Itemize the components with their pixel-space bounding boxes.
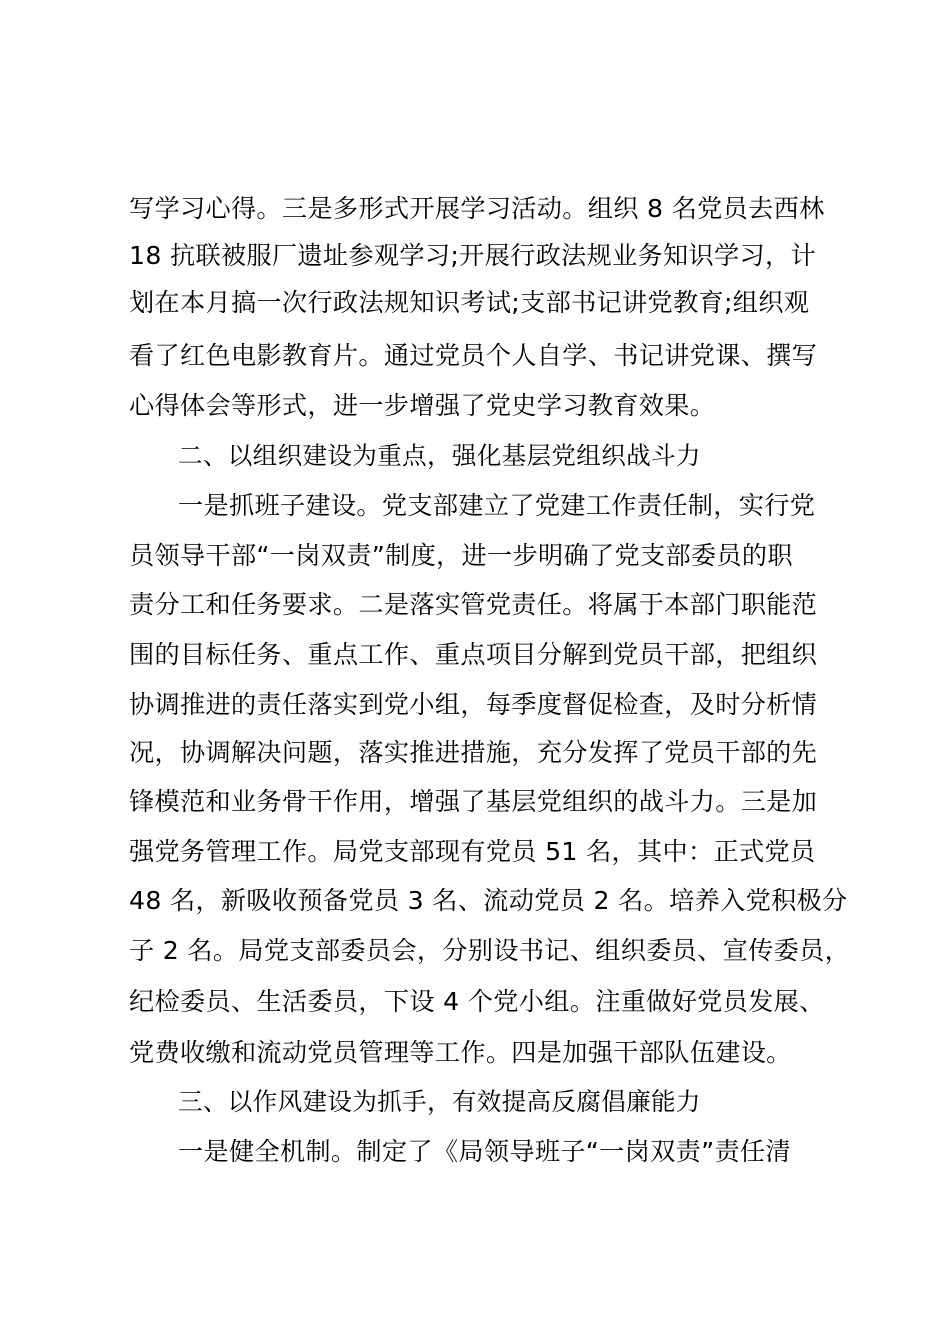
text-line: 协调推进的责任落实到党小组，每季度督促检查，及时分析情 [129, 690, 818, 719]
text-line: 一是抓班子建设。党支部建立了党建工作责任制，实行党 [178, 491, 816, 520]
text-line: 心得体会等形式，进一步增强了党史学习教育效果。 [129, 391, 716, 420]
section-heading: 三、以作风建设为抓手，有效提高反腐倡廉能力 [178, 1087, 701, 1116]
text-line: 纪检委员、生活委员，下设 4 个党小组。注重做好党员发展、 [129, 987, 825, 1016]
text-line: 锋模范和业务骨干作用，增强了基层党组织的战斗力。三是加 [129, 787, 818, 816]
text-line: 写学习心得。三是多形式开展学习活动。组织 8 名党员去西林 [129, 194, 825, 223]
text-line: 责分工和任务要求。二是落实管党责任。将属于本部门职能范 [129, 590, 818, 619]
text-line: 围的目标任务、重点工作、重点项目分解到党员干部，把组织 [129, 640, 818, 669]
text-line: 划在本月搞一次行政法规知识考试;支部书记讲党教育;组织观 [129, 288, 810, 317]
text-line: 48 名，新吸收预备党员 3 名、流动党员 2 名。培养入党积极分 [129, 886, 848, 915]
section-heading: 二、以组织建设为重点，强化基层党组织战斗力 [178, 441, 701, 470]
text-line: 子 2 名。局党支部委员会，分别设书记、组织委员、宣传委员， [129, 936, 851, 965]
text-line: 看了红色电影教育片。通过党员个人自学、书记讲党课、撰写 [129, 341, 818, 370]
text-line: 一是健全机制。制定了《局领导班子“一岗双责”责任清 [178, 1137, 791, 1166]
text-line: 员领导干部“一岗双责”制度，进一步明确了党支部委员的职 [129, 541, 793, 570]
text-line: 强党务管理工作。局党支部现有党员 51 名，其中：正式党员 [129, 837, 816, 866]
text-line: 18 抗联被服厂遗址参观学习;开展行政法规业务知识学习，计 [129, 241, 816, 270]
text-line: 党费收缴和流动党员管理等工作。四是加强干部队伍建设。 [129, 1038, 792, 1067]
text-line: 况，协调解决问题，落实推进措施，充分发挥了党员干部的先 [129, 738, 818, 767]
